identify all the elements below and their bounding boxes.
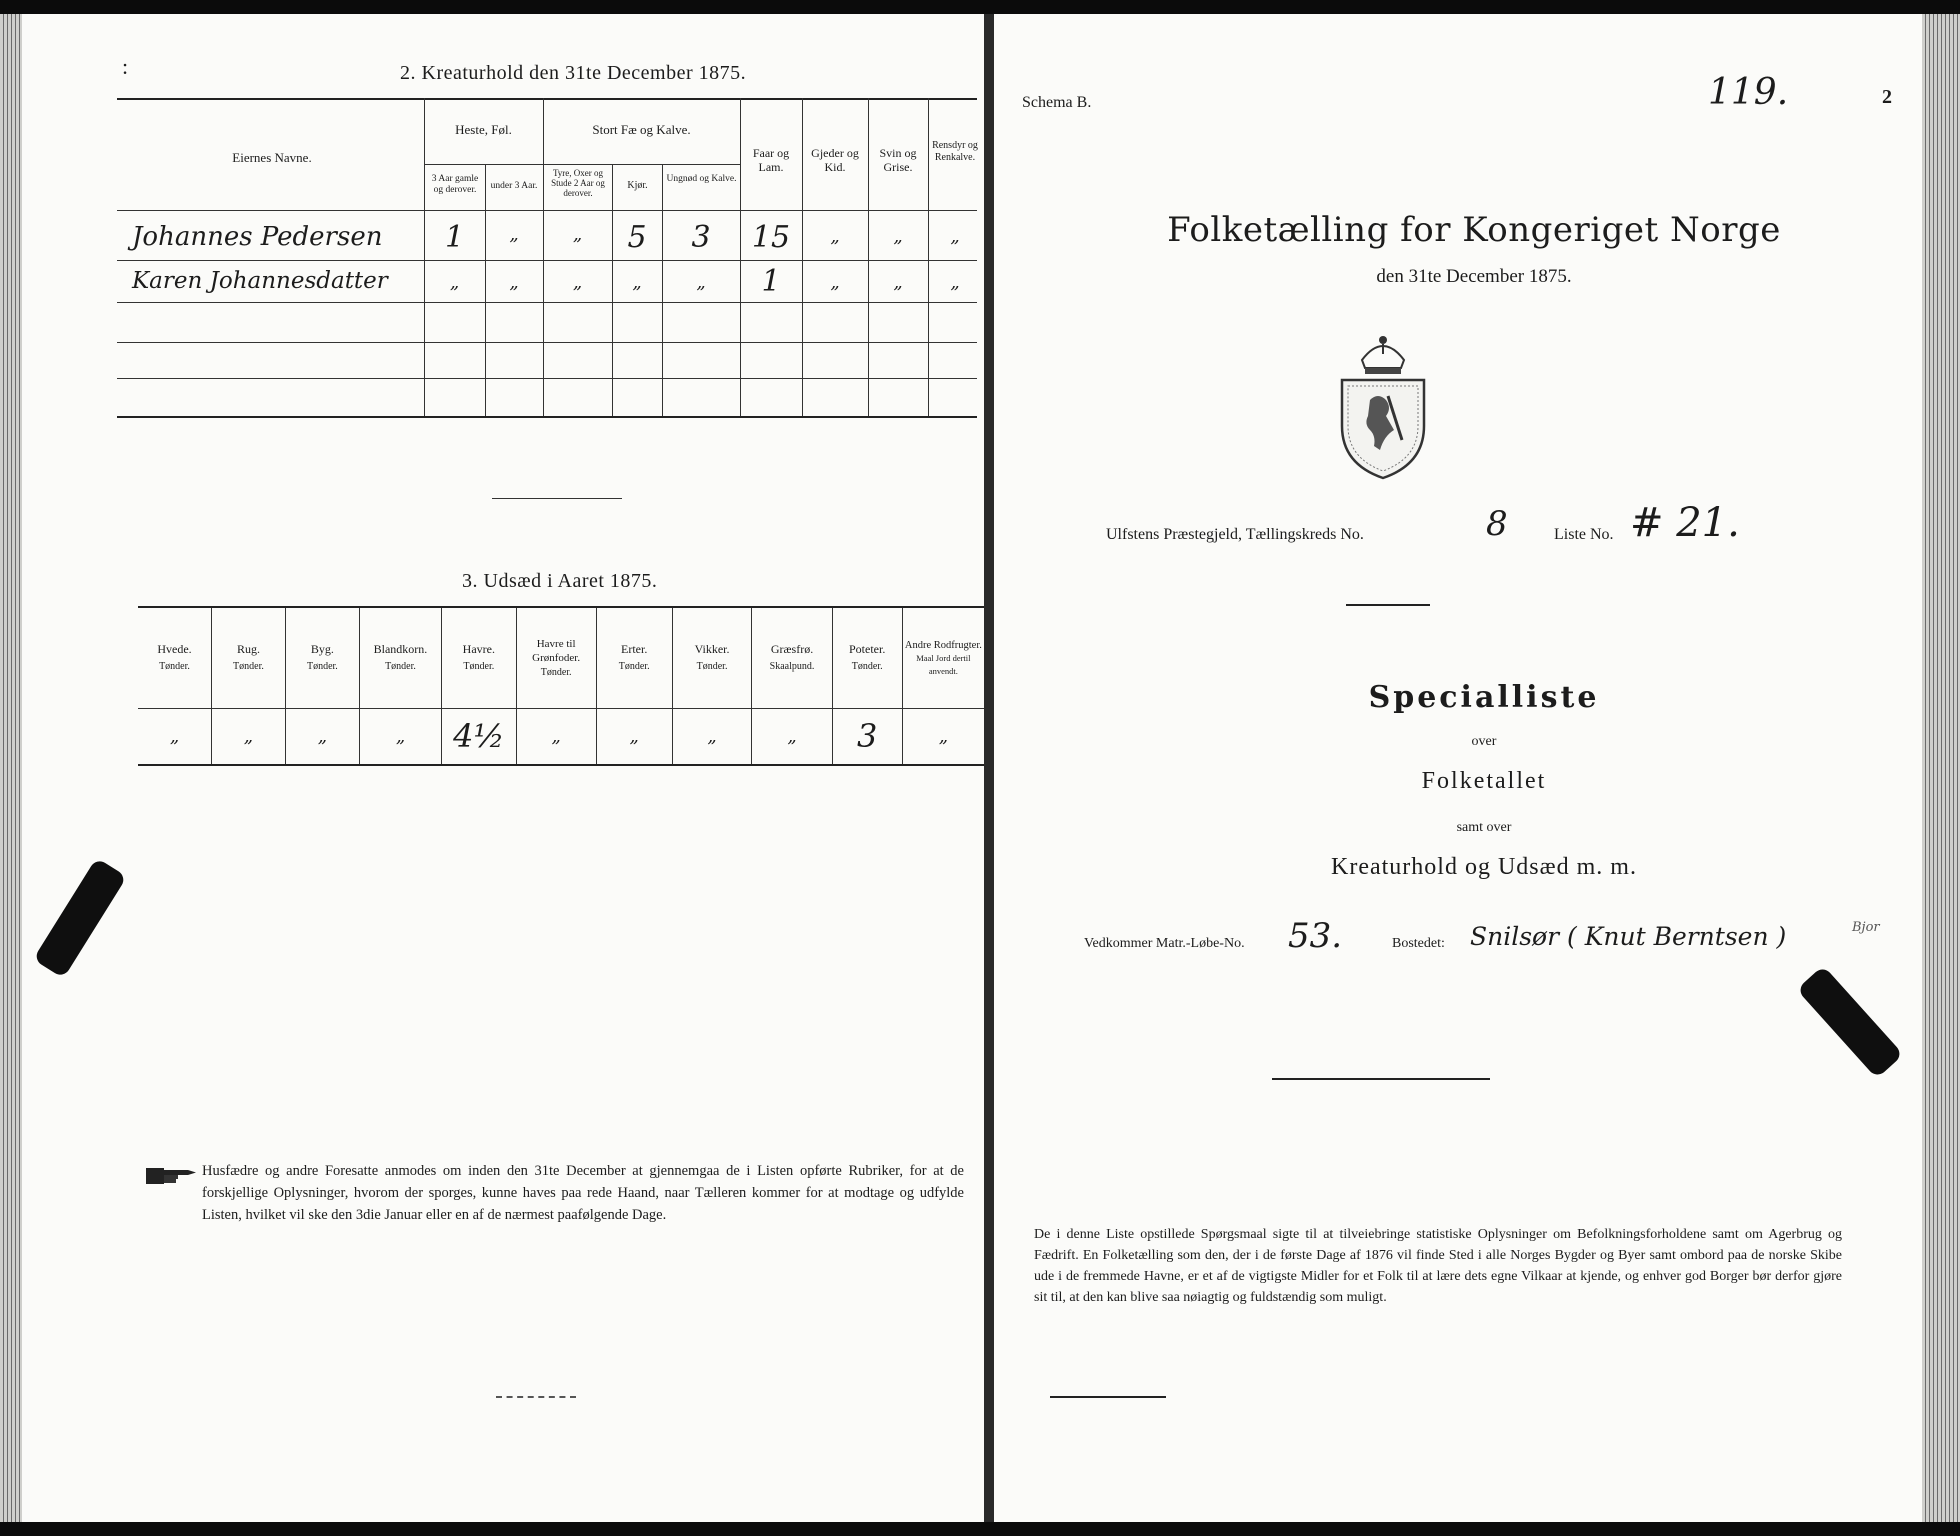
cell-value: „ [632, 272, 642, 293]
heste-a-header: 3 Aar gamle og derover. [431, 174, 479, 195]
svin-header: Svin og Grise. [879, 146, 917, 174]
udsaed-value: 3 [832, 708, 902, 764]
margin-note: Bjor [1852, 920, 1880, 935]
udsaed-header-hvede: Hvede. Tønder. [157, 642, 192, 672]
row-rule [117, 378, 977, 379]
row-rule [117, 260, 977, 261]
stort-header: Stort Fæ og Kalve. [592, 122, 691, 137]
separator-rule [1050, 1396, 1166, 1398]
bostedet-label: Bostedet: [1392, 936, 1445, 951]
samt-over-text: samt over [1456, 820, 1512, 835]
separator-rule [1346, 604, 1430, 606]
cell-value: 1 [761, 264, 781, 299]
page-number: 119. [1708, 72, 1789, 113]
udsaed-header-rodfrugter: Andre Rodfrugter. Maal Jord dertil anvendt. [902, 608, 984, 708]
udsaed-header-byg: Byg. Tønder. [285, 608, 359, 708]
col-rule [740, 98, 741, 416]
section2-bottom-rule [117, 416, 977, 418]
liste-label: Liste No. [1554, 526, 1614, 543]
section3-bottom-rule [138, 764, 984, 766]
udsaed-header-erter: Erter. Tønder. [596, 608, 672, 708]
footnote-text: Husfædre og andre Foresatte anmodes om inden den 31te December at gjennemgaa de i Listen opførte Rubriker, for at de forskjellige Oplysninger, hvorom der sporges, kunne haves paa rede Haand, naar Tælleren kommer for at modtage og udfylde Listen, hvilket vil ske den 3die Januar eller en af de nærmest paafølgende Dage. [202, 1163, 964, 1223]
corner-mark: : [122, 54, 129, 79]
udsaed-header-vikker: Vikker. Tønder. [672, 608, 752, 708]
udsaed-value: „ [359, 708, 441, 764]
cell-value: „ [950, 272, 960, 293]
cell-value: „ [893, 272, 903, 293]
page-stack-edge-right [1922, 14, 1960, 1522]
separator-rule [1272, 1078, 1490, 1080]
bottom-mark [496, 1396, 576, 1398]
census-date: den 31te December 1875. [1376, 266, 1572, 287]
section2-title: 2. Kreaturhold den 31te December 1875. [400, 62, 747, 84]
stort-c-header: Ungnød og Kalve. [666, 174, 737, 184]
pointing-hand-icon [144, 1164, 198, 1188]
cell-value: 5 [627, 220, 647, 255]
heste-header: Heste, Føl. [455, 122, 512, 137]
udsaed-value: 4½ [442, 708, 516, 764]
stort-b-header: Kjør. [627, 180, 648, 191]
edge-mark: 2 [1882, 86, 1892, 108]
explanation-paragraph: De i denne Liste opstillede Spørgsmaal sigte til at tilveiebringe statistiske Oplysninger om Befolkningsforholdene samt om Agerbrug og Fædrift. En Folketælling som den, der i de første Dage af 1876 vil finde Sted i alle Norges Bygder og Byer samt ombord paa de norske Skibe ude i de fremmede Havne, er et af de vigtigste Midler for et Folk til at lære dets egne Vilkaar at kjende, og enhver god Borger bør derfor gjøre sit til, at den kan blive saa nøiagtig og fuldstændig som muligt. [1034, 1227, 1842, 1305]
matr-label: Vedkommer Matr.-Løbe-No. [1084, 936, 1245, 951]
owner-name: Karen Johannesdatter [132, 268, 388, 294]
separator-rule [492, 498, 622, 499]
udsaed-table [138, 608, 984, 764]
rensdyr-header: Rensdyr og Renkalve. [932, 140, 978, 163]
stort-a-header: Tyre, Oxer og Stude 2 Aar og derover. [551, 168, 605, 198]
udsaed-value: „ [752, 708, 832, 764]
udsaed-header-rug: Rug. Tønder. [212, 608, 286, 708]
tellingskrets-number: 8 [1486, 504, 1508, 544]
udsaed-value: „ [672, 708, 752, 764]
cell-value: „ [572, 272, 583, 293]
bostedet-value: Snilsør ( Knut Berntsen ) [1470, 922, 1787, 951]
owner-name: Johannes Pedersen [132, 222, 383, 252]
right-page [994, 14, 1922, 1522]
page-stack-edge-left [0, 14, 22, 1522]
gjeder-header: Gjeder og Kid. [811, 146, 859, 174]
cell-value: „ [696, 272, 706, 293]
cell-value: „ [449, 272, 460, 293]
cell-value: 3 [691, 220, 711, 255]
section2-header-rule [117, 210, 977, 211]
udsaed-value: „ [596, 708, 672, 764]
cell-value: „ [893, 226, 903, 247]
parish-label: Ulfstens Præstegjeld, Tællingskreds No. [1106, 526, 1364, 543]
main-title: Folketælling for Kongeriget Norge [1167, 210, 1781, 250]
udsaed-header-blandkorn: Blandkorn. Tønder. [359, 608, 441, 708]
faar-header: Faar og Lam. [752, 146, 790, 174]
kreaturhold-text: Kreaturhold og Udsæd m. m. [1331, 854, 1637, 880]
specialliste-title: Specialliste [1368, 680, 1600, 715]
udsaed-value: „ [516, 708, 596, 764]
row-rule [117, 302, 977, 303]
cell-value: „ [830, 226, 840, 247]
matr-number: 53. [1288, 916, 1343, 956]
col-rule [424, 98, 425, 416]
cell-value: 1 [444, 220, 465, 255]
row-rule [117, 342, 977, 343]
udsaed-header-havre-gronfoder: Havre til Grønfoder. Tønder. [516, 608, 596, 708]
left-page [22, 14, 984, 1522]
cell-value: „ [509, 224, 519, 245]
cell-value: 15 [751, 220, 791, 255]
over-text: over [1471, 734, 1497, 749]
udsaed-value: „ [285, 708, 359, 764]
section3-title: 3. Udsæd i Aaret 1875. [462, 570, 658, 592]
udsaed-header-graesfro: Græsfrø. Skaalpund. [752, 608, 832, 708]
heste-b-header: under 3 Aar. [490, 181, 538, 191]
cell-value: „ [950, 226, 960, 247]
cell-value: „ [830, 272, 840, 293]
cell-value: „ [572, 224, 583, 245]
cell-value: „ [509, 272, 519, 293]
udsaed-value: „ [902, 708, 984, 764]
col-rule [543, 98, 544, 416]
folketallet-text: Folketallet [1421, 768, 1547, 794]
subheader-rule [424, 164, 740, 165]
schema-label: Schema B. [1022, 94, 1092, 111]
section2-top-rule [117, 98, 977, 100]
coat-of-arms-icon [1328, 330, 1438, 480]
udsaed-value: „ [212, 708, 286, 764]
owner-header: Eiernes Navne. [232, 150, 312, 165]
udsaed-header-poteter: Poteter. Tønder. [832, 608, 902, 708]
book-gutter [984, 14, 994, 1522]
udsaed-header-havre: Havre. Tønder. [442, 608, 516, 708]
liste-number: # 21. [1630, 500, 1740, 546]
udsaed-value: „ [169, 725, 180, 747]
